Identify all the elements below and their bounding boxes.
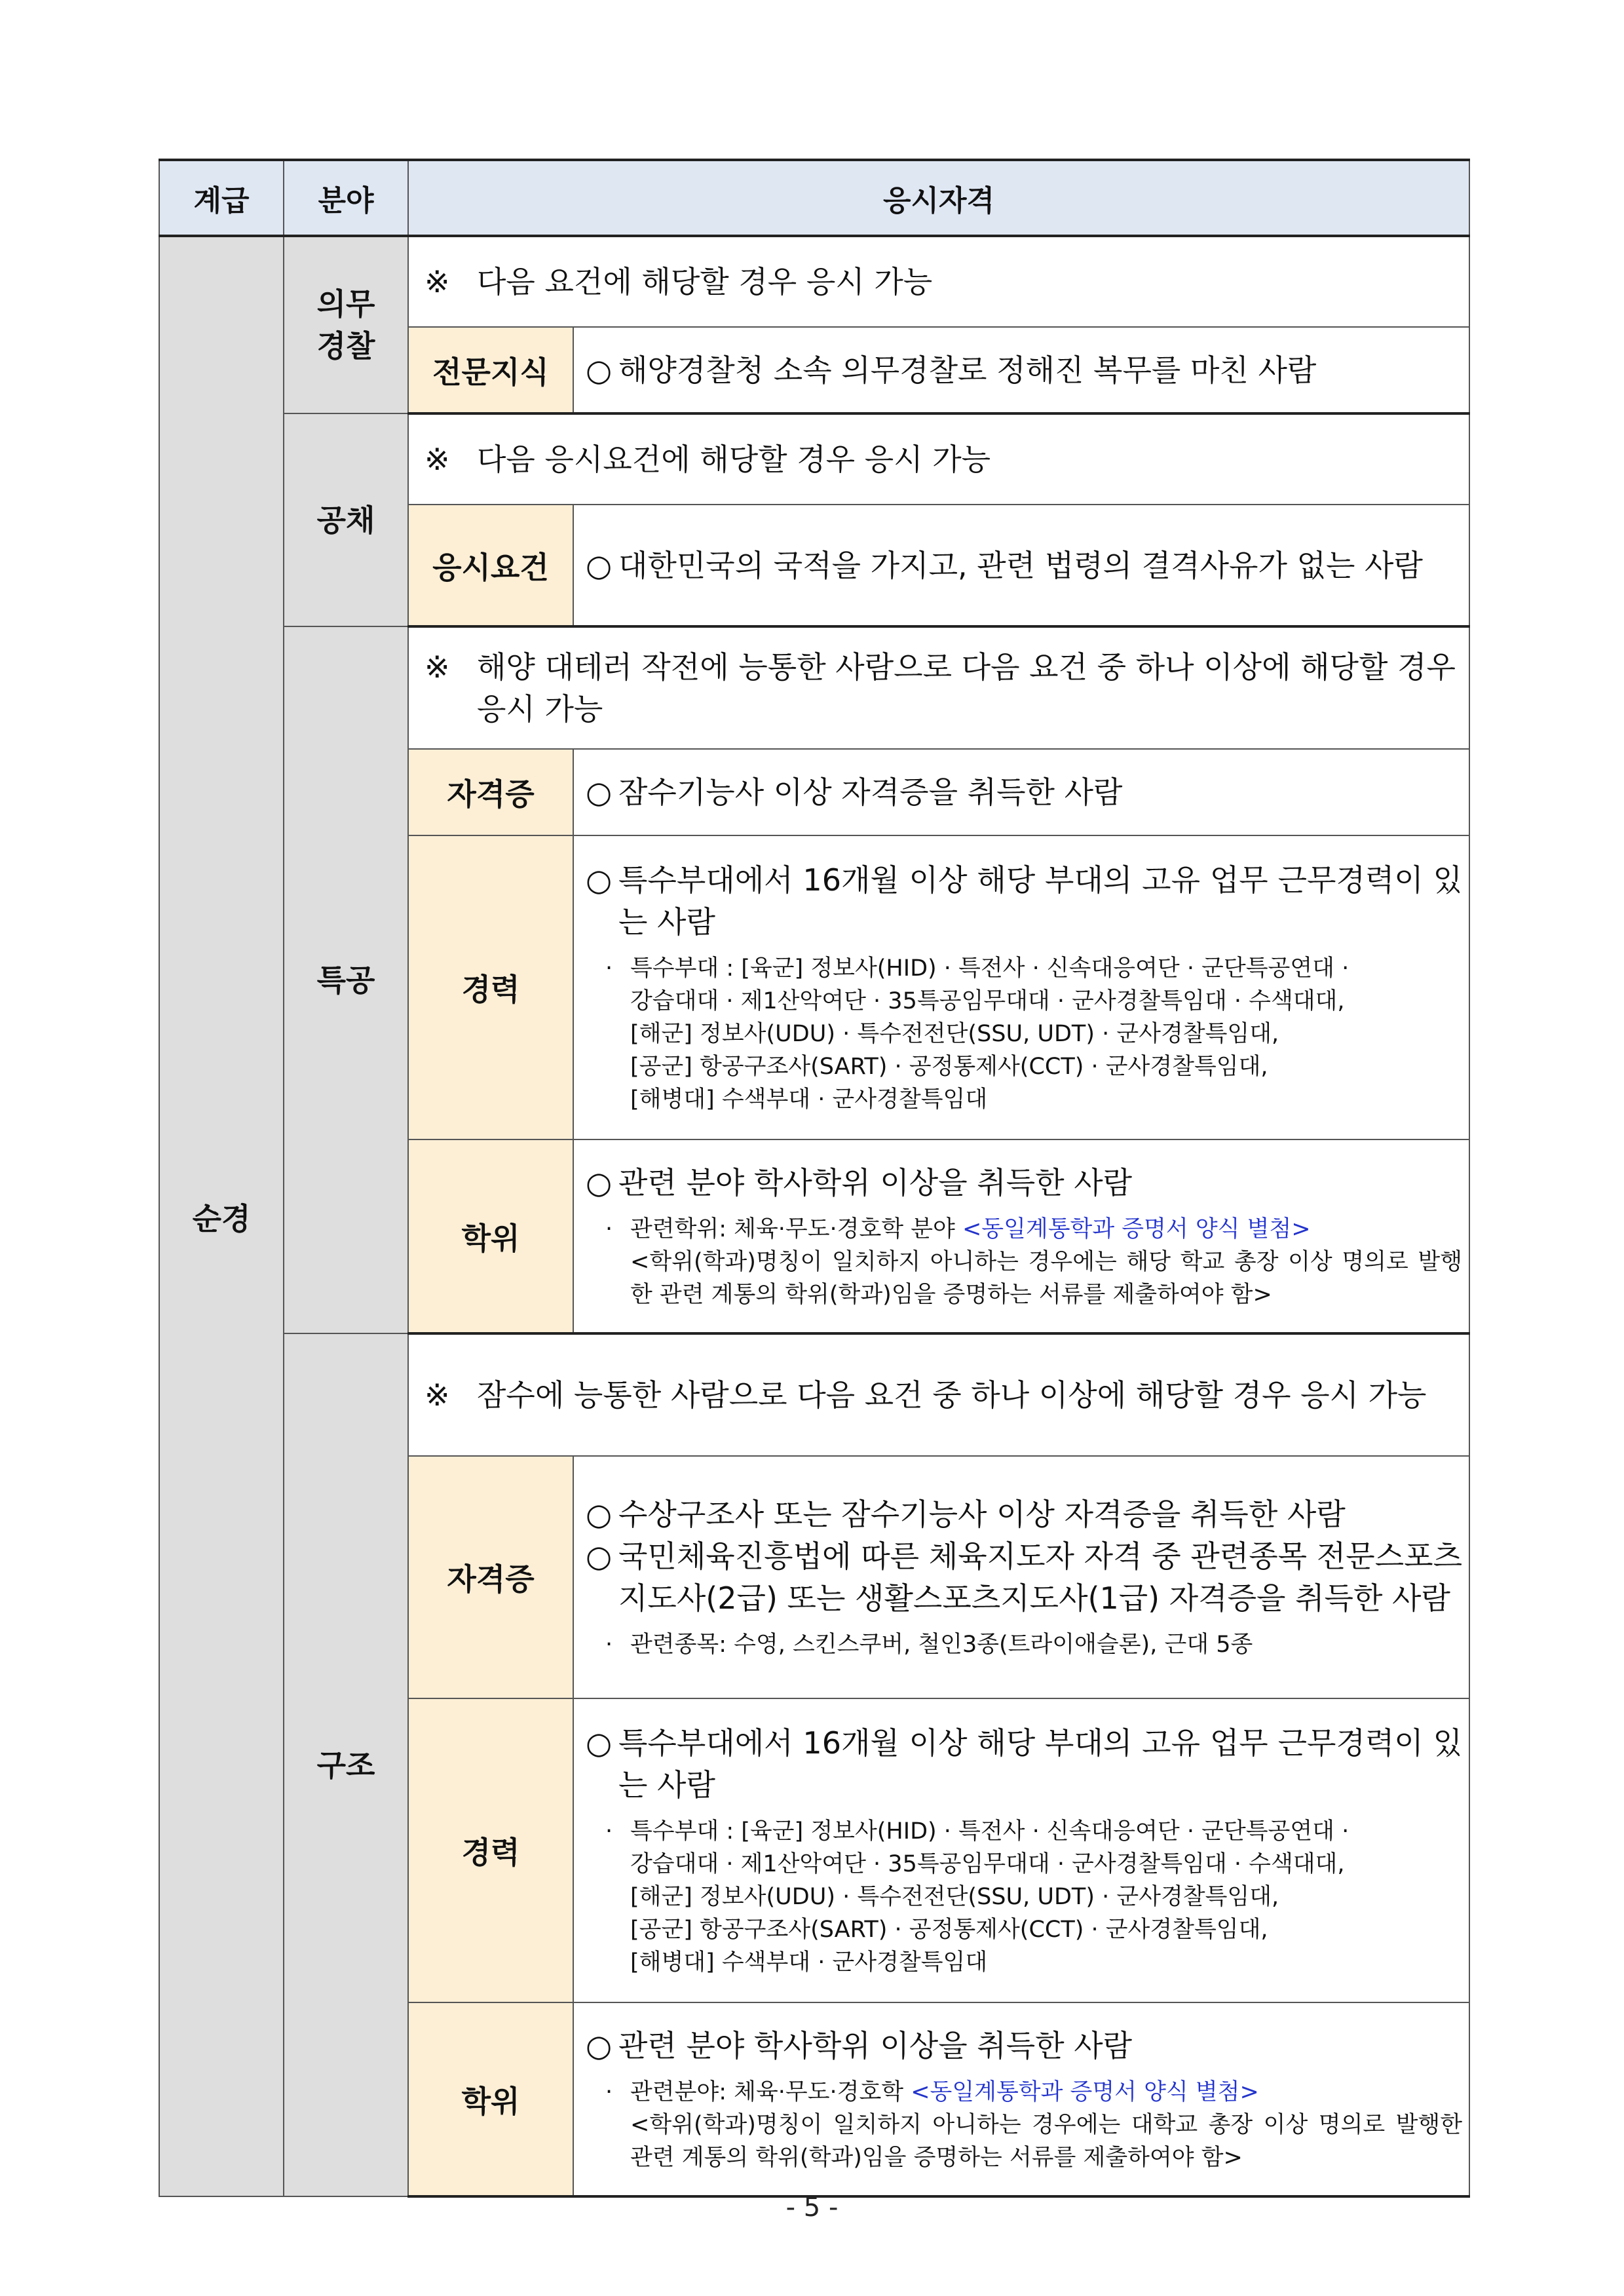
field-label: 공채 — [316, 502, 375, 538]
circle-bullet-icon: ○ — [586, 1497, 613, 1532]
requirement-bullet-text: 해양경찰청 소속 의무경찰로 정해진 복무를 마친 사람 — [618, 352, 1317, 388]
detail-line: 특수부대 : [육군] 정보사(HID) · 특전사 · 신속대응여단 · 군단특공연대 · — [630, 955, 1350, 982]
detail-line: [공군] 항공구조사(SART) · 공정통제사(CCT) · 군사경찰특임대, — [630, 1054, 1268, 1080]
dot-bullet-icon: · — [605, 1818, 613, 1845]
detail-line: 강습대대 · 제1산악여단 · 35특공임무대대 · 군사경찰특임대 · 수색대대, — [630, 988, 1345, 1014]
field-cell — [284, 236, 408, 413]
dot-bullet-icon: · — [605, 1215, 613, 1242]
requirement-content — [573, 749, 1469, 835]
requirement-content — [573, 327, 1469, 413]
dot-bullet-icon: · — [605, 955, 613, 982]
degree-note: <학위(학과)명칭이 일치하지 아니하는 경우에는 해당 학교 총장 이상 명의로 발행한 관련 계통의 학위(학과)임을 증명하는 서류를 제출하여야 함> — [630, 1248, 1463, 1308]
field-label: 구조 — [316, 1747, 375, 1783]
requirement-bullet — [586, 349, 1462, 391]
field-label: 특공 — [316, 962, 375, 998]
requirement-label: 학위 — [408, 2002, 573, 2196]
dot-bullet-icon: · — [605, 1632, 613, 1658]
requirement-bullet — [586, 2025, 1462, 2067]
detail-line: [공군] 항공구조사(SART) · 공정통제사(CCT) · 군사경찰특임대, — [630, 1917, 1268, 1943]
degree-fields: 관련분야: 체육·무도·경호학 — [630, 2078, 904, 2105]
header-field: 분야 — [284, 160, 408, 236]
grade-cell: 순경 — [159, 236, 284, 2196]
degree-fields: 관련학위: 체육·무도·경호학 분야 — [630, 1215, 955, 1242]
detail-line: [해병대] 수색부대 · 군사경찰특임대 — [630, 1086, 988, 1113]
certificate-form-link[interactable]: <동일계통학과 증명서 양식 별첨> — [911, 2078, 1259, 2105]
reference-mark-icon: ※ — [425, 649, 450, 685]
field-cell — [284, 626, 408, 1333]
requirement-label: 학위 — [408, 1139, 573, 1333]
requirement-bullet — [586, 1535, 1462, 1619]
section-note-row — [159, 413, 1469, 505]
requirement-label: 전문지식 — [408, 327, 573, 413]
requirement-bullet-text: 국민체육진흥법에 따른 체육지도자 자격 중 관련종목 전문스포츠지도사(2급) 또는 생활스포츠지도사(1급) 자격증을 취득한 사람 — [618, 1539, 1463, 1616]
requirement-bullet — [586, 1493, 1462, 1535]
section-note — [408, 626, 1469, 749]
degree-note: <학위(학과)명칭이 일치하지 아니하는 경우에는 대학교 총장 이상 명의로 발행한 관련 계통의 학위(학과)임을 증명하는 서류를 제출하여야 함> — [630, 2111, 1463, 2171]
detail-line: [해군] 정보사(UDU) · 특수전전단(SSU, UDT) · 군사경찰특임대, — [630, 1884, 1279, 1910]
requirement-bullet-text: 특수부대에서 16개월 이상 해당 부대의 고유 업무 근무경력이 있는 사람 — [618, 1725, 1463, 1803]
requirement-bullet — [586, 771, 1462, 813]
circle-bullet-icon: ○ — [586, 1725, 613, 1761]
requirement-detail — [586, 1815, 1462, 1979]
requirement-bullet — [586, 545, 1462, 586]
section-note-text: 다음 요건에 해당할 경우 응시 가능 — [477, 264, 933, 299]
detail-line: [해군] 정보사(UDU) · 특수전전단(SSU, UDT) · 군사경찰특임대, — [630, 1021, 1279, 1047]
requirement-bullet-text: 잠수기능사 이상 자격증을 취득한 사람 — [618, 775, 1123, 810]
circle-bullet-icon: ○ — [586, 1164, 613, 1200]
section-note-row — [159, 236, 1469, 327]
requirement-bullet-text: 관련 분야 학사학위 이상을 취득한 사람 — [618, 2027, 1133, 2063]
section-note-text: 해양 대테러 작전에 능통한 사람으로 다음 요건 중 하나 이상에 해당할 경우 응시 가능 — [477, 649, 1456, 727]
section-note-text: 잠수에 능통한 사람으로 다음 요건 중 하나 이상에 해당할 경우 응시 가능 — [477, 1377, 1427, 1413]
detail-text: 관련종목: 수영, 스킨스쿠버, 철인3종(트라이애슬론), 근대 5종 — [630, 1632, 1253, 1658]
detail-line: 특수부대 : [육군] 정보사(HID) · 특전사 · 신속대응여단 · 군단특공연대 · — [630, 1818, 1350, 1845]
requirement-detail — [586, 2076, 1462, 2174]
requirement-content — [573, 835, 1469, 1139]
page-number: - 5 - — [785, 2192, 839, 2223]
reference-mark-icon: ※ — [425, 1377, 450, 1413]
requirement-bullet — [586, 1162, 1462, 1204]
requirement-label: 경력 — [408, 1698, 573, 2002]
circle-bullet-icon: ○ — [586, 547, 613, 583]
qualification-table — [159, 159, 1470, 2198]
requirement-detail — [586, 1213, 1462, 1311]
requirement-content — [573, 1139, 1469, 1333]
dot-bullet-icon: · — [605, 2078, 613, 2105]
requirement-label: 응시요건 — [408, 505, 573, 626]
requirement-label: 자격증 — [408, 749, 573, 835]
header-qualification: 응시자격 — [408, 160, 1469, 236]
table-header — [159, 160, 1469, 236]
circle-bullet-icon: ○ — [586, 2027, 613, 2063]
field-cell — [284, 413, 408, 626]
requirement-content — [573, 1698, 1469, 2002]
requirement-bullet — [586, 1722, 1462, 1806]
requirement-bullet-text: 특수부대에서 16개월 이상 해당 부대의 고유 업무 근무경력이 있는 사람 — [618, 862, 1463, 940]
requirement-content — [573, 1456, 1469, 1698]
section-note — [408, 413, 1469, 505]
certificate-form-link[interactable]: <동일계통학과 증명서 양식 별첨> — [962, 1215, 1311, 1242]
requirement-bullet-text: 수상구조사 또는 잠수기능사 이상 자격증을 취득한 사람 — [618, 1497, 1346, 1532]
circle-bullet-icon: ○ — [586, 862, 613, 898]
requirement-detail — [586, 952, 1462, 1116]
circle-bullet-icon: ○ — [586, 352, 613, 388]
requirement-content — [573, 505, 1469, 626]
detail-line: [해병대] 수색부대 · 군사경찰특임대 — [630, 1949, 988, 1976]
section-note — [408, 236, 1469, 327]
requirement-content — [573, 2002, 1469, 2196]
reference-mark-icon: ※ — [425, 264, 450, 299]
requirement-bullet-text: 관련 분야 학사학위 이상을 취득한 사람 — [618, 1164, 1133, 1200]
detail-line: 강습대대 · 제1산악여단 · 35특공임무대대 · 군사경찰특임대 · 수색대대, — [630, 1851, 1345, 1877]
circle-bullet-icon: ○ — [586, 775, 613, 810]
requirement-bullet-text: 대한민국의 국적을 가지고, 관련 법령의 결격사유가 없는 사람 — [618, 547, 1423, 583]
section-note-text: 다음 응시요건에 해당할 경우 응시 가능 — [477, 442, 991, 477]
field-label: 의무 경찰 — [316, 286, 375, 364]
reference-mark-icon: ※ — [425, 442, 450, 477]
field-cell — [284, 1333, 408, 2196]
section-note-row — [159, 626, 1469, 749]
section-note — [408, 1333, 1469, 1456]
requirement-label: 자격증 — [408, 1456, 573, 1698]
circle-bullet-icon: ○ — [586, 1539, 613, 1574]
requirement-label: 경력 — [408, 835, 573, 1139]
section-note-row — [159, 1333, 1469, 1456]
requirement-bullet — [586, 859, 1462, 943]
header-grade: 계급 — [159, 160, 284, 236]
requirement-detail — [586, 1628, 1462, 1661]
